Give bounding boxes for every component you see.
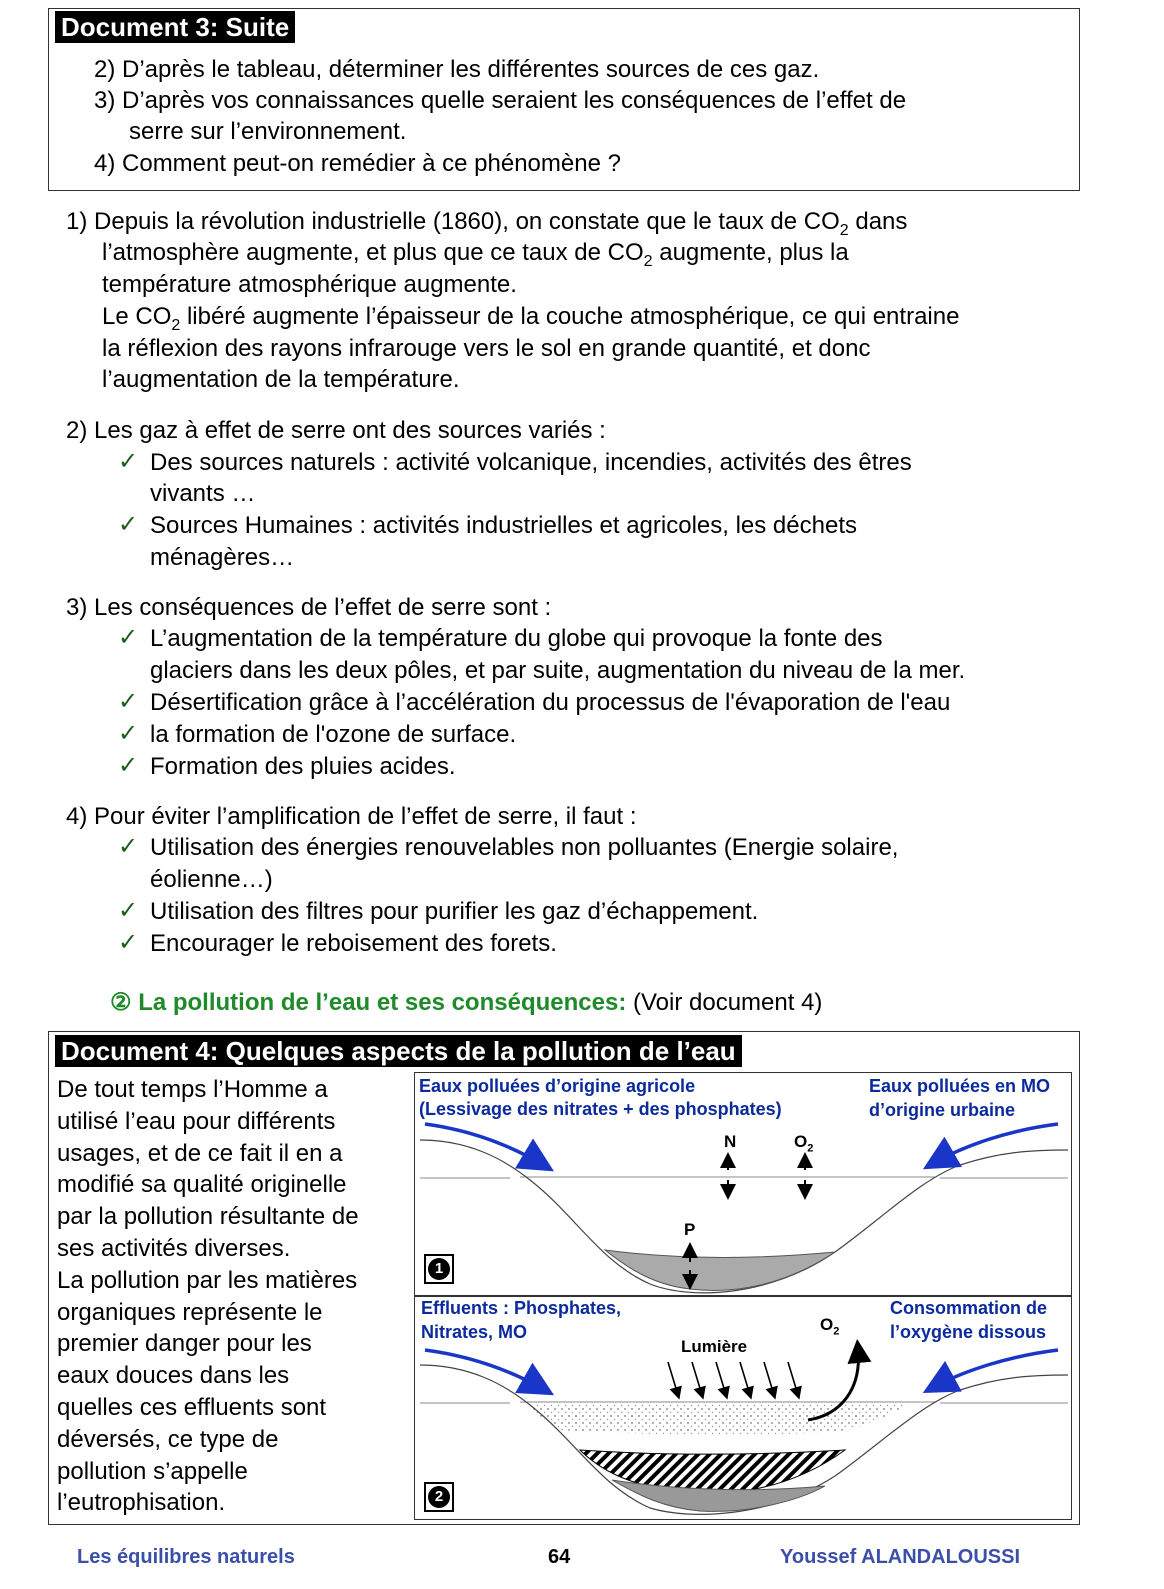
fig1-label-o2: $O_2$ — [794, 1132, 814, 1155]
fig1-label-p: P — [684, 1220, 696, 1239]
fig1-label-leaching: (Lessivage des nitrates + des phosphates) — [419, 1099, 782, 1119]
doc4-text-line: organiques représente le — [57, 1298, 323, 1326]
check-icon: ✓ — [118, 624, 139, 651]
answer-2-bullet1-line1: Des sources naturels : activité volcanique, incendies, activités des êtres — [150, 449, 912, 476]
doc3-question-3-line2: serre sur l’environnement. — [129, 118, 407, 145]
answer-3-heading: 3) Les conséquences de l’effet de serre sont : — [66, 594, 552, 621]
check-icon: ✓ — [118, 720, 139, 747]
answer-3-bullet2: Désertification grâce à l’accélération du processus de l'évaporation de l'eau — [150, 689, 951, 716]
answer-1-line5: la réflexion des rayons infrarouge vers le sol en grande quantité, et donc — [102, 335, 871, 362]
answer-2-bullet1-line2: vivants … — [150, 480, 256, 507]
footer-author: Youssef ALANDALOUSSI — [780, 1546, 1021, 1568]
answer-4-bullet1-line1: Utilisation des énergies renouvelables non polluantes (Energie solaire, — [150, 834, 899, 861]
answer-2-heading: 2) Les gaz à effet de serre ont des sources variés : — [66, 417, 606, 444]
answer-2-bullet2-line2: ménagères… — [150, 544, 295, 571]
doc4-text-line: pollution s’appelle — [57, 1457, 248, 1485]
answer-1-line4: Le $CO_2$ libéré augmente l’épaisseur de la couche atmosphérique, ce qui entraine — [102, 303, 960, 334]
answer-4-bullet2: Utilisation des filtres pour purifier les gaz d’échappement. — [150, 898, 759, 925]
answer-3-bullet3: la formation de l'ozone de surface. — [150, 721, 517, 748]
answer-1-line3: température atmosphérique augmente. — [102, 271, 517, 298]
check-icon: ✓ — [118, 511, 139, 538]
fig1-label-agricultural: Eaux polluées d’origine agricole — [419, 1076, 696, 1096]
fig2-label-dissolved-oxygen: l’oxygène dissous — [890, 1322, 1047, 1342]
figure-2-number-badge: 2 — [424, 1482, 454, 1512]
doc4-text-line: usages, et de ce fait il en a — [57, 1139, 343, 1167]
section-2-number: ② — [110, 989, 132, 1016]
fig1-label-urban-origin: d’origine urbaine — [869, 1100, 1016, 1120]
doc4-text-line: utilisé l’eau pour différents — [57, 1107, 336, 1135]
document-3-title: Document 3: Suite — [55, 11, 295, 43]
fig2-label-light: Lumière — [681, 1337, 748, 1356]
doc4-text-line: déversés, ce type de — [57, 1425, 279, 1453]
answer-1-line6: l’augmentation de la température. — [102, 366, 460, 393]
footer-page-number: 64 — [548, 1546, 571, 1568]
doc3-question-4: 4) Comment peut-on remédier à ce phénomène ? — [94, 150, 621, 177]
check-icon: ✓ — [118, 929, 139, 956]
check-icon: ✓ — [118, 448, 139, 475]
check-icon: ✓ — [118, 833, 139, 860]
section-2-heading — [110, 988, 822, 1018]
check-icon: ✓ — [118, 752, 139, 779]
fig1-label-urban: Eaux polluées en MO — [869, 1076, 1051, 1096]
section-2-title: La pollution de l’eau et ses conséquences: — [138, 989, 627, 1016]
doc4-text-line: modifié sa qualité originelle — [57, 1171, 347, 1199]
answer-4-heading: 4) Pour éviter l’amplification de l’effet de serre, il faut : — [66, 803, 637, 830]
document-4-text — [57, 1074, 409, 1519]
check-icon: ✓ — [118, 897, 139, 924]
figure-1-number-badge: 1 — [424, 1254, 454, 1284]
doc3-question-3-line1: 3) D’après vos connaissances quelle seraient les conséquences de l’effet de — [94, 87, 907, 114]
answer-2-bullet2-line1: Sources Humaines : activités industrielles et agricoles, les déchets — [150, 512, 857, 539]
doc4-text-line: La pollution par les matières — [57, 1266, 358, 1294]
doc4-text-line: eaux douces dans les — [57, 1362, 290, 1390]
answer-4-bullet1-line2: éolienne…) — [150, 866, 273, 893]
answer-4-bullet3: Encourager le reboisement des forets. — [150, 930, 557, 957]
fig2-label-effluents: Effluents : Phosphates, — [421, 1298, 622, 1318]
fig2-label-consumption: Consommation de — [890, 1298, 1048, 1318]
answer-1-line2: l’atmosphère augmente, et plus que ce taux de $CO_2$ augmente, plus la — [102, 239, 849, 270]
answer-1-line1: 1) Depuis la révolution industrielle (1860), on constate que le taux de $CO_2$ dans — [66, 208, 908, 239]
footer-chapter: Les équilibres naturels — [77, 1546, 295, 1568]
check-icon: ✓ — [118, 688, 139, 715]
fig2-label-o2: $O_2$ — [820, 1315, 840, 1338]
answer-3-bullet4: Formation des pluies acides. — [150, 753, 456, 780]
doc4-text-line: ses activités diverses. — [57, 1234, 291, 1262]
doc4-text-line: l’eutrophisation. — [57, 1489, 226, 1517]
answer-3-bullet1-line2: glaciers dans les deux pôles, et par suite, augmentation du niveau de la mer. — [150, 657, 966, 684]
document-4-title: Document 4: Quelques aspects de la pollution de l’eau — [55, 1035, 742, 1067]
doc4-text-line: premier danger pour les — [57, 1330, 312, 1358]
fig2-label-nitrates: Nitrates, MO — [421, 1322, 528, 1342]
fig1-label-n: N — [724, 1132, 737, 1151]
doc4-text-line: De tout temps l’Homme a — [57, 1076, 328, 1103]
answer-3-bullet1-line1: L’augmentation de la température du globe qui provoque la fonte des — [150, 625, 883, 652]
section-2-reference: (Voir document 4) — [626, 989, 823, 1016]
doc4-text-line: par la pollution résultante de — [57, 1203, 359, 1231]
doc4-text-line: quelles ces effluents sont — [57, 1393, 327, 1421]
doc3-question-2: 2) D’après le tableau, déterminer les différentes sources de ces gaz. — [94, 56, 820, 83]
